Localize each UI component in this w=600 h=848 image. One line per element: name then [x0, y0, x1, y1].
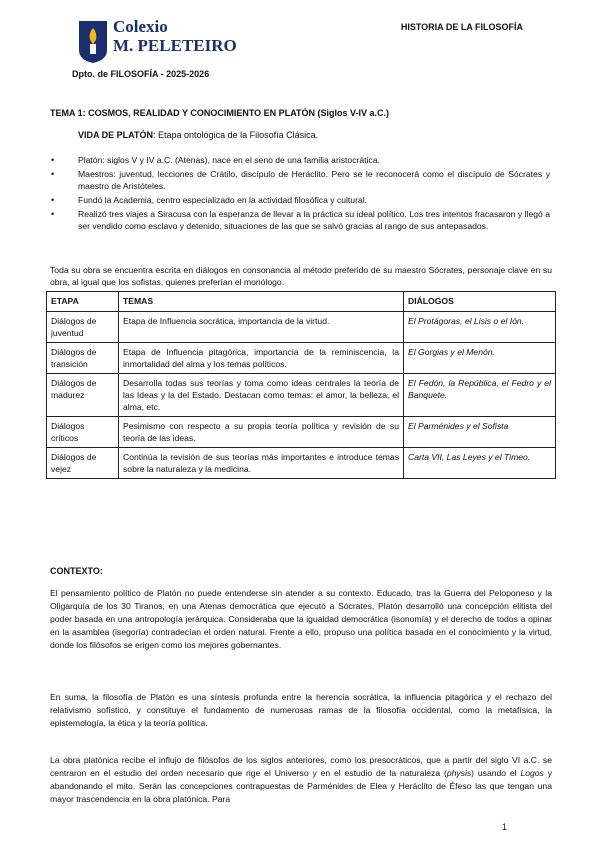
- context-paragraph-2: En suma, la filosofía de Platón es una síntesis profunda entre la herencia socrática, la influencia pitagórica y el rechazo del relativismo sofístico, y constituye el fundamento de numerosas ramas de la filosofía occidental, como la metafísica, la epistemología, la ética y la teoría política.: [50, 692, 552, 728]
- cell-temas: Continúa la revisión de sus teorías más importantes e introduce temas sobre la naturaleza y la medicina.: [119, 448, 404, 479]
- school-name-line2: M. PELETEIRO: [113, 36, 237, 55]
- cell-etapa: Diálogos de madurez: [47, 374, 119, 417]
- department-line: Dpto. de FILOSOFÍA - 2025-2026: [72, 69, 210, 79]
- table-row: [47, 343, 556, 374]
- cell-dialogos: El Parménides y el Sofista: [404, 417, 556, 448]
- context-paragraph-1: El pensamiento político de Platón no puede entenderse sin atender a su contexto. Educado, tras la Guerra del Peloponeso y la Oligarquía de los 30 Tiranos, en una Atenas democrática que ejecutó a Sócrates, Platón desarrolló una concepción elitista del poder basada en una antropología jerárquica. Consideraba que la igualdad democrática (isonomía) y el derecho de todos a opinar en la asamblea (isegoría) contradecían el orden natural. Frente a ello, propuso una política basada en el conocimiento y la virtud, donde los filósofos se erigen como los mejores gobernantes.: [50, 588, 552, 650]
- vida-label: VIDA DE PLATÓN: [78, 130, 154, 140]
- context-heading: CONTEXTO:: [50, 566, 103, 576]
- cell-etapa: Diálogos críticos: [47, 417, 119, 448]
- cell-dialogos: El Protágoras, el Lisis o el Ión.: [404, 312, 556, 343]
- vida-text: : Etapa ontológica de la Filosofía Clásica.: [153, 130, 319, 140]
- list-item: • Realizó tres viajes a Siracusa con la esperanza de llevar a la práctica su ideal político. Los tres intentos fracasaron y llegó a ser vendido como esclavo y detenido, situaciones de las que se salvó gracias al rango de sus antepasados.: [50, 208, 550, 232]
- table-row: [47, 417, 556, 448]
- table-row: [47, 312, 556, 343]
- cell-dialogos: El Gorgias y el Menón.: [404, 343, 556, 374]
- physis-term: physis: [446, 768, 472, 778]
- context-paragraph-3: [50, 754, 552, 806]
- cell-temas: Desarrolla todas sus teorías y toma como ideas centrales la teoría de las Ideas y la del Estado. Destacan como temas: el amor, la belleza, el alma, etc.: [119, 374, 404, 417]
- cell-temas: Etapa de Influencia socrática, importancia de la virtud.: [119, 312, 404, 343]
- vida-heading: [78, 130, 318, 140]
- biography-bullet-list: [50, 154, 550, 234]
- header-etapa: ETAPA: [47, 292, 119, 312]
- list-item: • Fundó la Academia, centro especializado en la actividad filosófica y cultural.: [50, 194, 550, 206]
- cell-etapa: Diálogos de vejez: [47, 448, 119, 479]
- torch-icon: [90, 44, 96, 54]
- p3-part-b: ) usando el: [471, 768, 521, 778]
- dialogues-table: [46, 291, 556, 479]
- topic-title: TEMA 1: COSMOS, REALIDAD Y CONOCIMIENTO EN PLATÓN (Siglos V-IV a.C.): [50, 108, 390, 118]
- p3-part-c: y abandonando el mito. Serán las concepciones contrapuestas de Parménides de Elea y Heráclito de Éfeso las que tengan una mayor trascendencia en la obra platónica. Para: [50, 768, 552, 804]
- cell-dialogos: El Fedón, la República, el Fedro y el Banquete.: [404, 374, 556, 417]
- table-header-row: [47, 292, 556, 312]
- page-number: 1: [502, 822, 508, 832]
- cell-dialogos: Carta VII, Las Leyes y el Timeo.: [404, 448, 556, 479]
- table-row: [47, 448, 556, 479]
- cell-temas: Etapa de Influencia pitagórica, importancia de la reminiscencia, la inmortalidad del alma y los temas políticos.: [119, 343, 404, 374]
- table-row: [47, 374, 556, 417]
- logos-term: Logos: [520, 768, 544, 778]
- school-shield-logo: [78, 20, 108, 64]
- intro-paragraph: Toda su obra se encuentra escrita en diálogos en consonancia al método preferido de su maestro Sócrates, personaje clave en su obra, al igual que los sofistas, quienes preferían el monólogo.: [50, 265, 552, 287]
- document-title: HISTORIA DE LA FILOSOFÍA: [400, 22, 523, 32]
- list-item: • Maestros: juventud, lecciones de Crátilo, discípulo de Heráclito. Pero se le reconocerá como el discípulo de Sócrates y maestro de Aristóteles.: [50, 168, 550, 192]
- cell-etapa: Diálogos de transición: [47, 343, 119, 374]
- p3-part-a: La obra platónica recibe el influjo de filósofos de los siglos anteriores, como los presocráticos, que a partir del siglo VI a.C. se centraron en el estudio del orden necesario que rige el Universo y en el estudio de la naturaleza (: [50, 755, 552, 778]
- cell-etapa: Diálogos de juventud: [47, 312, 119, 343]
- list-item: • Platón: siglos V y IV a.C. (Atenas), nace en el seno de una familia aristocrática.: [50, 154, 550, 166]
- header-dialogos: DIÁLOGOS: [404, 292, 556, 312]
- school-name: [113, 17, 237, 55]
- header-temas: TEMAS: [119, 292, 404, 312]
- cell-temas: Pesimismo con respecto a su propia teoría política y revisión de su teoría de las ideas.: [119, 417, 404, 448]
- school-name-line1: Colexio: [113, 17, 168, 36]
